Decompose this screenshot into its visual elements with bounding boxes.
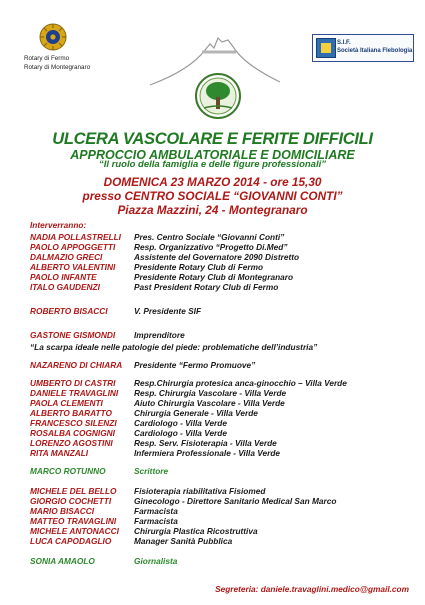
speaker-name: NADIA POLLASTRELLI	[30, 232, 121, 242]
speaker-role: Presidente Rotary Club di Montegranaro	[134, 272, 294, 282]
speaker-role: Fisioterapia riabilitativa Fisiomed	[134, 486, 266, 496]
rotary-club-names	[24, 55, 90, 72]
speakers-label: Interverranno:	[30, 220, 87, 230]
speaker-row	[30, 418, 347, 428]
secretariat-email: Segreteria: daniele.travaglini.medico@gmail.com	[215, 584, 409, 594]
speaker-row	[30, 526, 336, 536]
speakers-group-officials	[30, 232, 299, 292]
speakers-group-industry	[30, 330, 185, 340]
speaker-name: MICHELE ANTONACCI	[30, 526, 119, 536]
speaker-row	[30, 506, 336, 516]
speaker-row	[30, 428, 347, 438]
speaker-name: MATTEO TRAVAGLINI	[30, 516, 117, 526]
speaker-role: Chirurgia Plastica Ricostruttiva	[134, 526, 258, 536]
speaker-role: Pres. Centro Sociale “Giovanni Conti”	[134, 232, 285, 242]
speaker-row	[30, 516, 336, 526]
speaker-name: ROBERTO BISACCI	[30, 306, 108, 316]
event-date-time: DOMENICA 23 MARZO 2014 - ore 15,30	[103, 175, 322, 189]
speakers-group-sif	[30, 306, 201, 316]
speaker-row	[30, 306, 201, 316]
speaker-row	[30, 282, 299, 292]
speaker-name: ALBERTO VALENTINI	[30, 262, 116, 272]
speaker-row	[30, 330, 185, 340]
speaker-role: Giornalista	[134, 556, 178, 566]
speaker-name: GIORGIO COCHETTI	[30, 496, 112, 506]
speaker-row	[30, 252, 299, 262]
speaker-name: FRANCESCO SILENZI	[30, 418, 117, 428]
speaker-row	[30, 398, 347, 408]
event-venue: presso CENTRO SOCIALE “GIOVANNI CONTI”	[82, 189, 343, 203]
speaker-row	[30, 536, 336, 546]
speaker-row	[30, 272, 299, 282]
speaker-role: Past President Rotary Club di Fermo	[134, 282, 279, 292]
subtitle: APPROCCIO AMBULATORIALE E DOMICILIARE	[70, 148, 355, 162]
speaker-name: PAOLA CLEMENTI	[30, 398, 103, 408]
speaker-name: MARCO ROTUNNO	[30, 466, 106, 476]
speaker-role: Resp. Chirurgia Vascolare - Villa Verde	[134, 388, 287, 398]
speakers-group-promotion	[30, 360, 255, 370]
speaker-role: Assistente del Governatore 2090 Distretto	[134, 252, 300, 262]
speaker-row	[30, 496, 336, 506]
speaker-talk-title: “La scarpa ideale nelle patologie del piede: problematiche dell’industria”	[30, 342, 318, 352]
speaker-role: Cardiologo - Villa Verde	[134, 418, 227, 428]
speaker-name: MARIO BISACCI	[30, 506, 95, 516]
speaker-role: Presidente Rotary Club di Fermo	[134, 262, 264, 272]
speaker-role: Presidente “Fermo Promuove”	[134, 360, 256, 370]
speaker-role: Resp. Organizzativo “Progetto Di.Med”	[134, 242, 288, 252]
speaker-role: Ginecologo - Direttore Sanitario Medical San Marco	[134, 496, 337, 506]
speaker-row	[30, 378, 347, 388]
speaker-name: GASTONE GISMONDI	[30, 330, 116, 340]
event-address: Piazza Mazzini, 24 - Montegranaro	[117, 203, 308, 217]
speaker-role: Farmacista	[134, 506, 178, 516]
speakers-group-villa-verde	[30, 378, 347, 458]
rotary-line-2: Rotary di Montegranaro	[24, 63, 91, 71]
speakers-group-writer	[30, 466, 168, 476]
speaker-row	[30, 438, 347, 448]
speaker-name: LUCA CAPODAGLIO	[30, 536, 112, 546]
speakers-group-health	[30, 486, 336, 546]
speaker-row	[30, 232, 299, 242]
speaker-name: ROSALBA COGNIGNI	[30, 428, 115, 438]
rotary-logo	[38, 22, 68, 52]
speaker-role: Scrittore	[134, 466, 169, 476]
rotary-line-1: Rotary di Fermo	[24, 55, 70, 62]
speaker-name: SONIA AMAOLO	[30, 556, 95, 566]
speaker-role: Aiuto Chirurgia Vascolare - Villa Verde	[134, 398, 285, 408]
speaker-role: Resp.Chirurgia protesica anca-ginocchio – Villa Verde	[134, 378, 347, 388]
speaker-name: MICHELE DEL BELLO	[30, 486, 117, 496]
speaker-row	[30, 262, 299, 272]
speaker-row	[30, 408, 347, 418]
speaker-name: DANIELE TRAVAGLINI	[30, 388, 119, 398]
speaker-role: Imprenditore	[134, 330, 185, 340]
sif-fullname: Società Italiana Flebologia	[337, 48, 413, 54]
tree-emblem	[194, 72, 242, 120]
speaker-name: ITALO GAUDENZI	[30, 282, 100, 292]
speaker-role: Chirurgia Generale - Villa Verde	[134, 408, 258, 418]
speaker-name: NAZARENO DI CHIARA	[30, 360, 123, 370]
speaker-row	[30, 556, 177, 566]
speaker-role: Infermiera Professionale - Villa Verde	[134, 448, 281, 458]
main-title: ULCERA VASCOLARE E FERITE DIFFICILI	[52, 130, 373, 148]
speaker-row	[30, 466, 168, 476]
speaker-row	[30, 486, 336, 496]
speaker-role: Farmacista	[134, 516, 178, 526]
speaker-name: UMBERTO DI CASTRI	[30, 378, 116, 388]
speaker-name: LORENZO AGOSTINI	[30, 438, 113, 448]
sif-logo-box	[312, 34, 414, 62]
speaker-name: PAOLO APPOGGETTI	[30, 242, 116, 252]
speaker-name: DALMAZIO GRECI	[30, 252, 103, 262]
speaker-role: Resp. Serv. Fisioterapia - Villa Verde	[134, 438, 277, 448]
speaker-row	[30, 448, 347, 458]
speaker-name: RITA MANZALI	[30, 448, 89, 458]
speaker-role: Cardiologo - Villa Verde	[134, 428, 227, 438]
speaker-row	[30, 388, 347, 398]
tagline: “Il ruolo della famiglia e delle figure professionali”	[99, 159, 326, 170]
speaker-row	[30, 242, 299, 252]
speakers-group-journalist	[30, 556, 177, 566]
speaker-role: Manager Sanità Pubblica	[134, 536, 233, 546]
speaker-name: PAOLO INFANTE	[30, 272, 97, 282]
speaker-role: V. Presidente SIF	[134, 306, 202, 316]
speaker-row	[30, 360, 255, 370]
sif-emblem-icon	[316, 38, 336, 58]
sif-abbrev: S.I.F.	[337, 40, 351, 46]
speaker-name: ALBERTO BARATTO	[30, 408, 112, 418]
sif-text	[337, 39, 412, 55]
